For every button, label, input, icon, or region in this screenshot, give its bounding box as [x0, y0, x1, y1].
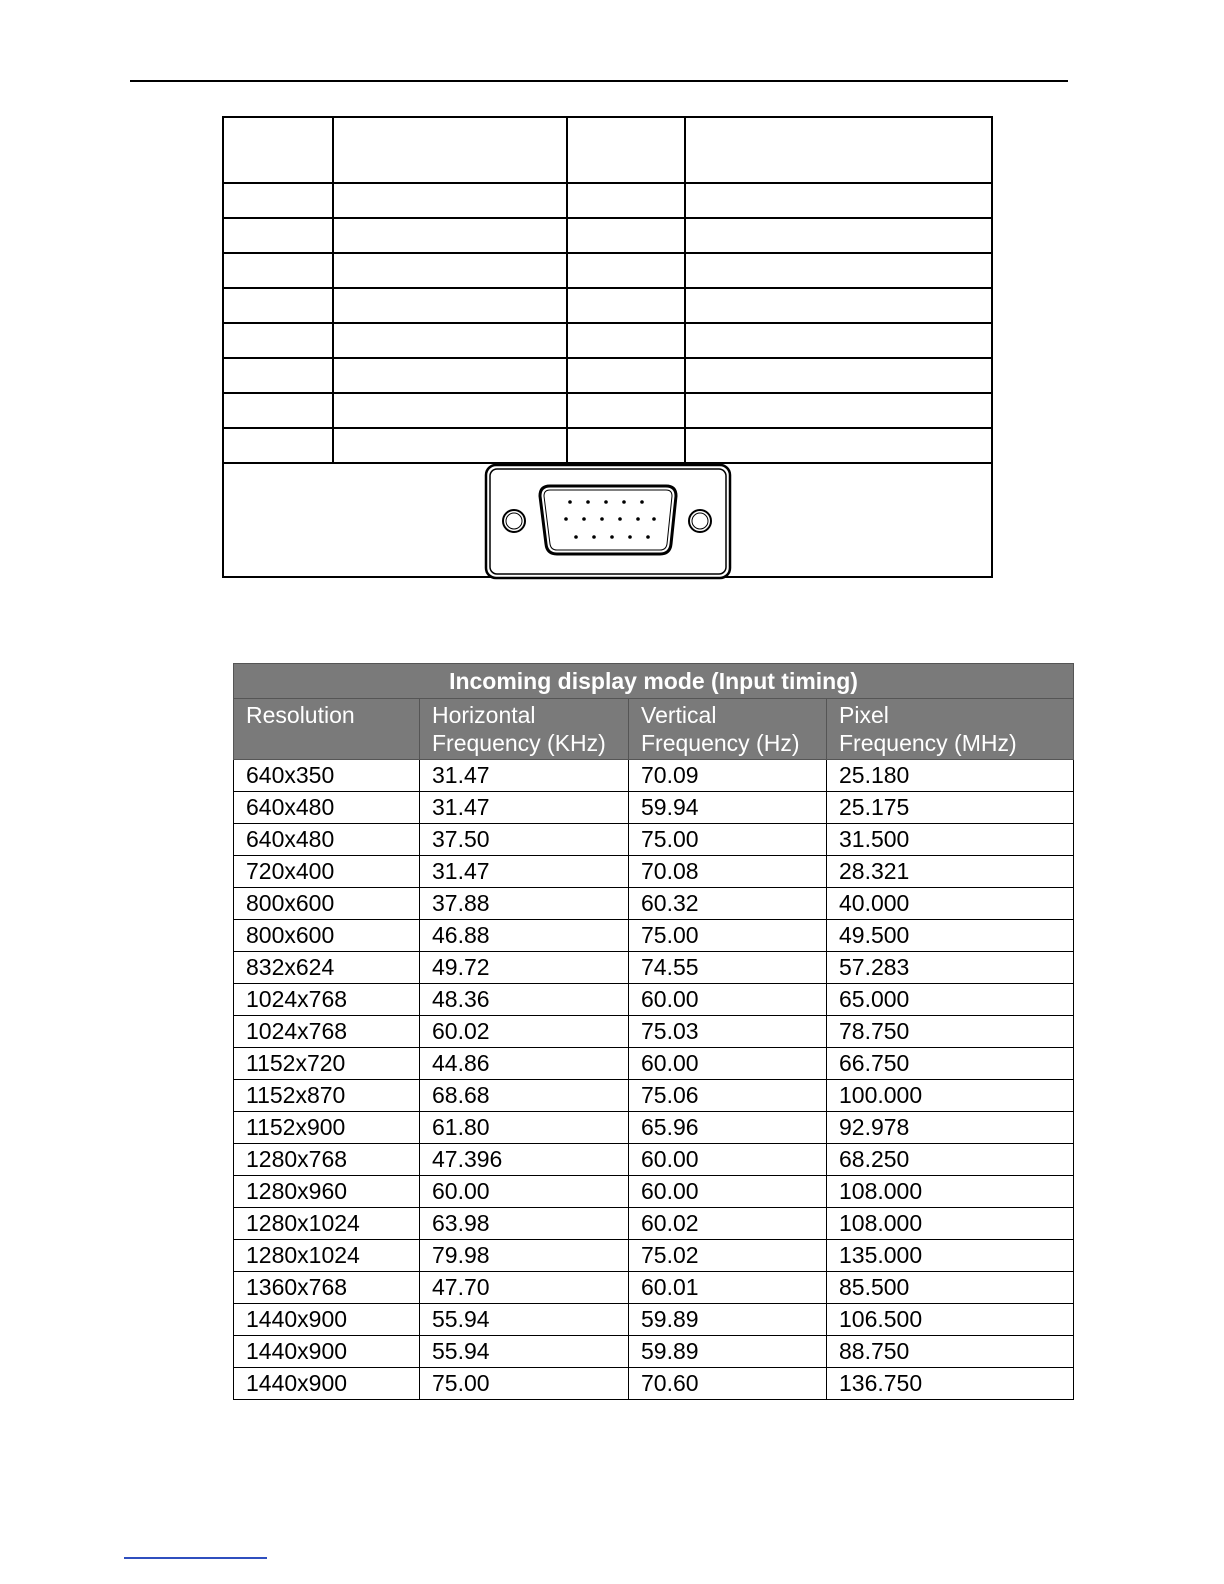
resolution-cell: 800x600 — [234, 920, 420, 952]
column-header-resolution — [234, 699, 420, 760]
pixel-frequency-cell: 108.000 — [827, 1208, 1074, 1240]
header-line: Vertical — [641, 702, 717, 728]
header-rule — [130, 80, 1068, 82]
resolution-cell: 1440x900 — [234, 1368, 420, 1400]
pin-table-row — [223, 428, 992, 463]
pixel-frequency-cell: 78.750 — [827, 1016, 1074, 1048]
vertical-frequency-cell: 65.96 — [629, 1112, 827, 1144]
vertical-frequency-cell: 75.02 — [629, 1240, 827, 1272]
horizontal-frequency-cell: 55.94 — [420, 1336, 629, 1368]
vertical-frequency-cell: 60.00 — [629, 984, 827, 1016]
pin-table-cell — [223, 253, 333, 288]
vertical-frequency-cell: 60.00 — [629, 1176, 827, 1208]
resolution-cell: 1440x900 — [234, 1336, 420, 1368]
pin-table-row — [223, 218, 992, 253]
resolution-cell: 1280x960 — [234, 1176, 420, 1208]
pin-table-cell — [333, 253, 567, 288]
table-row — [234, 1112, 1074, 1144]
table-row — [234, 792, 1074, 824]
pixel-frequency-cell: 68.250 — [827, 1144, 1074, 1176]
pixel-frequency-cell: 108.000 — [827, 1176, 1074, 1208]
horizontal-frequency-cell: 79.98 — [420, 1240, 629, 1272]
pin-table-cell — [567, 183, 685, 218]
resolution-cell: 832x624 — [234, 952, 420, 984]
resolution-cell: 640x480 — [234, 792, 420, 824]
header-line: Frequency (KHz) — [432, 730, 606, 756]
resolution-cell: 1152x870 — [234, 1080, 420, 1112]
resolution-cell: 1280x1024 — [234, 1208, 420, 1240]
horizontal-frequency-cell: 31.47 — [420, 760, 629, 792]
pixel-frequency-cell: 57.283 — [827, 952, 1074, 984]
vertical-frequency-cell: 70.08 — [629, 856, 827, 888]
horizontal-frequency-cell: 48.36 — [420, 984, 629, 1016]
header-line: Pixel — [839, 702, 889, 728]
table-row — [234, 824, 1074, 856]
horizontal-frequency-cell: 44.86 — [420, 1048, 629, 1080]
timing-title-row — [234, 664, 1074, 699]
pin-table-cell — [567, 253, 685, 288]
pin-table-cell — [685, 218, 992, 253]
pixel-frequency-cell: 25.175 — [827, 792, 1074, 824]
pin-table-cell — [567, 393, 685, 428]
pin-table-header-cell — [567, 117, 685, 183]
pin-table-cell — [685, 393, 992, 428]
pin-table-cell — [223, 288, 333, 323]
timing-table-title: Incoming display mode (Input timing) — [234, 664, 1074, 699]
pin-table-cell — [685, 253, 992, 288]
table-row — [234, 1016, 1074, 1048]
horizontal-frequency-cell: 47.70 — [420, 1272, 629, 1304]
resolution-cell: 1024x768 — [234, 1016, 420, 1048]
resolution-cell: 1280x768 — [234, 1144, 420, 1176]
pin-table-cell — [333, 183, 567, 218]
input-timing-table — [233, 663, 1074, 1400]
pin-table-cell — [223, 183, 333, 218]
column-header-vertical-frequency — [629, 699, 827, 760]
pin-table-cell — [223, 218, 333, 253]
table-row — [234, 1304, 1074, 1336]
table-row — [234, 1080, 1074, 1112]
footer-link-underline — [124, 1557, 267, 1559]
pixel-frequency-cell: 136.750 — [827, 1368, 1074, 1400]
horizontal-frequency-cell: 61.80 — [420, 1112, 629, 1144]
pin-table-cell — [567, 428, 685, 463]
horizontal-frequency-cell: 37.50 — [420, 824, 629, 856]
resolution-cell: 1440x900 — [234, 1304, 420, 1336]
pin-table-row — [223, 358, 992, 393]
pixel-frequency-cell: 40.000 — [827, 888, 1074, 920]
table-row — [234, 760, 1074, 792]
horizontal-frequency-cell: 55.94 — [420, 1304, 629, 1336]
connector-cell — [223, 463, 992, 577]
pin-table-header-cell — [223, 117, 333, 183]
pin-table-cell — [333, 218, 567, 253]
pixel-frequency-cell: 25.180 — [827, 760, 1074, 792]
pixel-frequency-cell: 92.978 — [827, 1112, 1074, 1144]
pin-table-cell — [333, 323, 567, 358]
resolution-cell: 1360x768 — [234, 1272, 420, 1304]
pin-table-cell — [567, 218, 685, 253]
resolution-cell: 640x480 — [234, 824, 420, 856]
pin-table-cell — [567, 323, 685, 358]
pin-table-cell — [685, 183, 992, 218]
pin-table-header-row — [223, 117, 992, 183]
pin-table-cell — [333, 428, 567, 463]
pixel-frequency-cell: 88.750 — [827, 1336, 1074, 1368]
pixel-frequency-cell: 66.750 — [827, 1048, 1074, 1080]
table-row — [234, 952, 1074, 984]
table-row — [234, 888, 1074, 920]
resolution-cell: 1152x720 — [234, 1048, 420, 1080]
vertical-frequency-cell: 60.00 — [629, 1048, 827, 1080]
resolution-cell: 1280x1024 — [234, 1240, 420, 1272]
table-row — [234, 1048, 1074, 1080]
horizontal-frequency-cell: 63.98 — [420, 1208, 629, 1240]
horizontal-frequency-cell: 46.88 — [420, 920, 629, 952]
table-row — [234, 1176, 1074, 1208]
pin-table-cell — [333, 358, 567, 393]
vertical-frequency-cell: 60.00 — [629, 1144, 827, 1176]
resolution-cell: 800x600 — [234, 888, 420, 920]
pin-table-cell — [567, 358, 685, 393]
pixel-frequency-cell: 28.321 — [827, 856, 1074, 888]
pin-table-row — [223, 183, 992, 218]
horizontal-frequency-cell: 75.00 — [420, 1368, 629, 1400]
header-line: Frequency (MHz) — [839, 730, 1017, 756]
table-row — [234, 920, 1074, 952]
vertical-frequency-cell: 59.94 — [629, 792, 827, 824]
table-row — [234, 1208, 1074, 1240]
pin-table-cell — [223, 358, 333, 393]
header-line: Resolution — [246, 702, 355, 728]
vertical-frequency-cell: 59.89 — [629, 1336, 827, 1368]
pin-table-cell — [333, 288, 567, 323]
vertical-frequency-cell: 70.09 — [629, 760, 827, 792]
pin-table-cell — [685, 288, 992, 323]
table-row — [234, 1144, 1074, 1176]
vertical-frequency-cell: 75.00 — [629, 920, 827, 952]
column-header-pixel-frequency — [827, 699, 1074, 760]
pin-table-header-cell — [333, 117, 567, 183]
vertical-frequency-cell: 70.60 — [629, 1368, 827, 1400]
pixel-frequency-cell: 31.500 — [827, 824, 1074, 856]
pin-table-cell — [685, 323, 992, 358]
pixel-frequency-cell: 135.000 — [827, 1240, 1074, 1272]
pixel-frequency-cell: 100.000 — [827, 1080, 1074, 1112]
pin-table-cell — [223, 323, 333, 358]
pin-table-row — [223, 393, 992, 428]
connector-row — [223, 463, 992, 577]
vertical-frequency-cell: 75.03 — [629, 1016, 827, 1048]
vertical-frequency-cell: 74.55 — [629, 952, 827, 984]
pin-table-row — [223, 253, 992, 288]
pixel-frequency-cell: 65.000 — [827, 984, 1074, 1016]
pixel-frequency-cell: 106.500 — [827, 1304, 1074, 1336]
vga-d-sub-connector-icon — [484, 464, 734, 580]
horizontal-frequency-cell: 37.88 — [420, 888, 629, 920]
pixel-frequency-cell: 85.500 — [827, 1272, 1074, 1304]
pin-assignment-table — [222, 116, 993, 578]
horizontal-frequency-cell: 49.72 — [420, 952, 629, 984]
vertical-frequency-cell: 60.01 — [629, 1272, 827, 1304]
table-row — [234, 856, 1074, 888]
horizontal-frequency-cell: 31.47 — [420, 856, 629, 888]
vertical-frequency-cell: 59.89 — [629, 1304, 827, 1336]
table-row — [234, 1368, 1074, 1400]
pin-table-cell — [685, 428, 992, 463]
horizontal-frequency-cell: 60.00 — [420, 1176, 629, 1208]
pin-table-cell — [567, 288, 685, 323]
horizontal-frequency-cell: 47.396 — [420, 1144, 629, 1176]
table-row — [234, 1272, 1074, 1304]
vertical-frequency-cell: 60.32 — [629, 888, 827, 920]
pin-table-cell — [223, 393, 333, 428]
table-row — [234, 1336, 1074, 1368]
pin-table-row — [223, 288, 992, 323]
horizontal-frequency-cell: 68.68 — [420, 1080, 629, 1112]
pin-table-cell — [223, 428, 333, 463]
vertical-frequency-cell: 75.00 — [629, 824, 827, 856]
resolution-cell: 1152x900 — [234, 1112, 420, 1144]
resolution-cell: 720x400 — [234, 856, 420, 888]
horizontal-frequency-cell: 31.47 — [420, 792, 629, 824]
pin-table-cell — [685, 358, 992, 393]
table-row — [234, 984, 1074, 1016]
column-header-horizontal-frequency — [420, 699, 629, 760]
header-line: Horizontal — [432, 702, 536, 728]
timing-header-row — [234, 699, 1074, 760]
resolution-cell: 1024x768 — [234, 984, 420, 1016]
vertical-frequency-cell: 60.02 — [629, 1208, 827, 1240]
pixel-frequency-cell: 49.500 — [827, 920, 1074, 952]
pin-table-row — [223, 323, 992, 358]
horizontal-frequency-cell: 60.02 — [420, 1016, 629, 1048]
header-line: Frequency (Hz) — [641, 730, 800, 756]
resolution-cell: 640x350 — [234, 760, 420, 792]
vertical-frequency-cell: 75.06 — [629, 1080, 827, 1112]
table-row — [234, 1240, 1074, 1272]
pin-table-cell — [333, 393, 567, 428]
pin-table-header-cell — [685, 117, 992, 183]
